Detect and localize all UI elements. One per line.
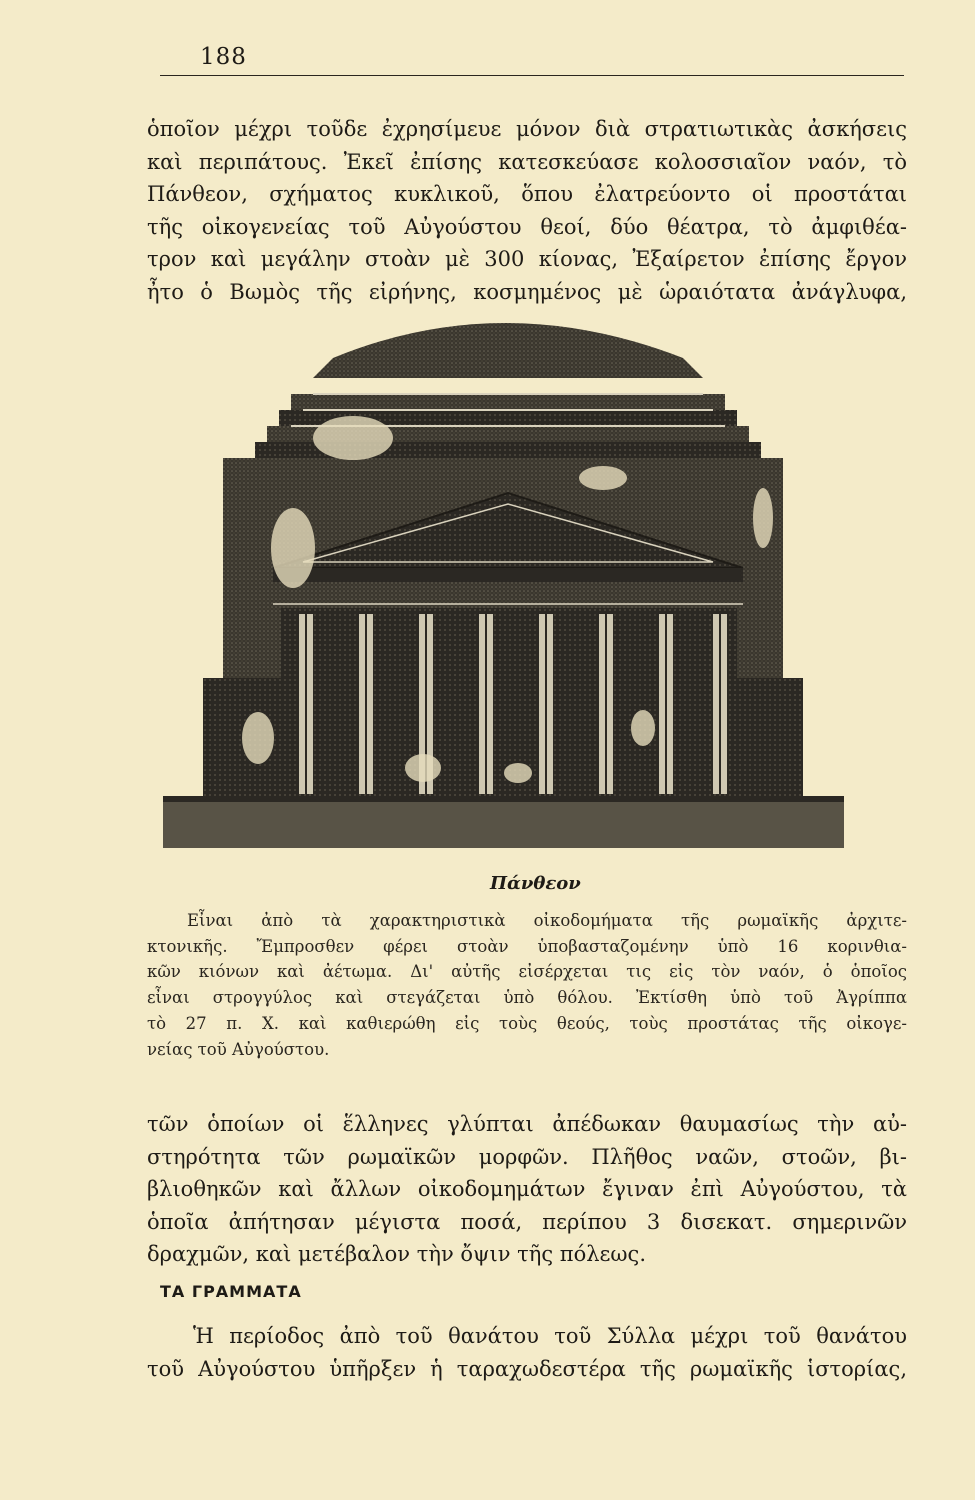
text-line: τῆς οἰκογενείας τοῦ Αὐγούστου θεοί, δύο θέατρα, τὸ ἀμφιθέα- — [147, 214, 907, 239]
text-line: βλιοθηκῶν καὶ ἄλλων οἰκοδομημάτων ἔγιναν ἐπὶ Αὐγούστου, τὰ — [147, 1177, 907, 1202]
caption-line: κῶν κιόνων καὶ ἀέτωμα. Δι' αὐτῆς εἰσέρχεται τις εἰς τὸν ναόν, ὁ ὁποῖος — [147, 962, 907, 982]
text-line: Πάνθεον, σχήματος κυκλικοῦ, ὅπου ἐλατρεύοντο οἱ προστάται — [147, 182, 907, 207]
figure-caption-title: Πάνθεον — [490, 873, 581, 894]
pantheon-engraving — [163, 318, 844, 848]
text-line: ὁποῖον μέχρι τοῦδε ἐχρησίμευε μόνον διὰ στρατιωτικὰς ἀσκήσεις — [147, 117, 907, 141]
caption-line: εἶναι στρογγύλος καὶ στεγάζεται ὑπὸ θόλου. Ἐκτίσθη ὑπὸ τοῦ Ἀγρίππα — [147, 988, 907, 1008]
text-line: Ἡ περίοδος ἀπὸ τοῦ θανάτου τοῦ Σύλλα μέχρι τοῦ θανάτου — [193, 1324, 907, 1348]
header-rule — [160, 75, 904, 76]
text-line: καὶ περιπάτους. Ἐκεῖ ἐπίσης κατεσκεύασε κολοσσιαῖον ναόν, τὸ — [147, 149, 907, 174]
text-line: ὁποῖα ἀπήτησαν μέγιστα ποσά, περίπου 3 δισεκατ. σημερινῶν — [147, 1209, 907, 1234]
section-paragraph — [147, 1320, 907, 1385]
text-line: δραχμῶν, καὶ μετέβαλον τὴν ὄψιν τῆς πόλεως. — [147, 1242, 646, 1267]
pantheon-illustration — [163, 318, 844, 848]
text-line: τοῦ Αὐγούστου ὑπῆρξεν ἡ ταραχωδεστέρα τῆς ρωμαϊκῆς ἱστορίας, — [147, 1356, 907, 1381]
text-line: τρον καὶ μεγάλην στοὰν μὲ 300 κίονας, Ἐξαίρετον ἐπίσης ἔργον — [147, 247, 907, 272]
caption-line: νείας τοῦ Αὐγούστου. — [147, 1039, 330, 1059]
text-line: τῶν ὁποίων οἱ ἕλληνες γλύπται ἀπέδωκαν θαυμασίως τὴν αὐ- — [147, 1112, 907, 1136]
caption-line: Εἶναι ἀπὸ τὰ χαρακτηριστικὰ οἰκοδομήματα τῆς ρωμαϊκῆς ἀρχιτε- — [187, 911, 907, 930]
figure-caption — [147, 908, 907, 1062]
intro-paragraph — [147, 113, 907, 309]
continuation-paragraph — [147, 1108, 907, 1271]
text-line: ἦτο ὁ Βωμὸς τῆς εἰρήνης, κοσμημένος μὲ ὡραιότατα ἀνάγλυφα, — [147, 279, 907, 304]
caption-line: κτονικῆς. Ἔμπροσθεν φέρει στοὰν ὑποβασταζομένην ὑπὸ 16 κορινθια- — [147, 936, 907, 956]
page-number: 188 — [200, 44, 247, 70]
text-line: στηρότητα τῶν ρωμαϊκῶν μορφῶν. Πλῆθος ναῶν, στοῶν, βι- — [147, 1144, 907, 1169]
section-heading: ΤΑ ΓΡΑΜΜΑΤΑ — [160, 1282, 302, 1301]
caption-line: τὸ 27 π. Χ. καὶ καθιερώθη εἰς τοὺς θεούς, τοὺς προστάτας τῆς οἰκογε- — [147, 1013, 907, 1033]
